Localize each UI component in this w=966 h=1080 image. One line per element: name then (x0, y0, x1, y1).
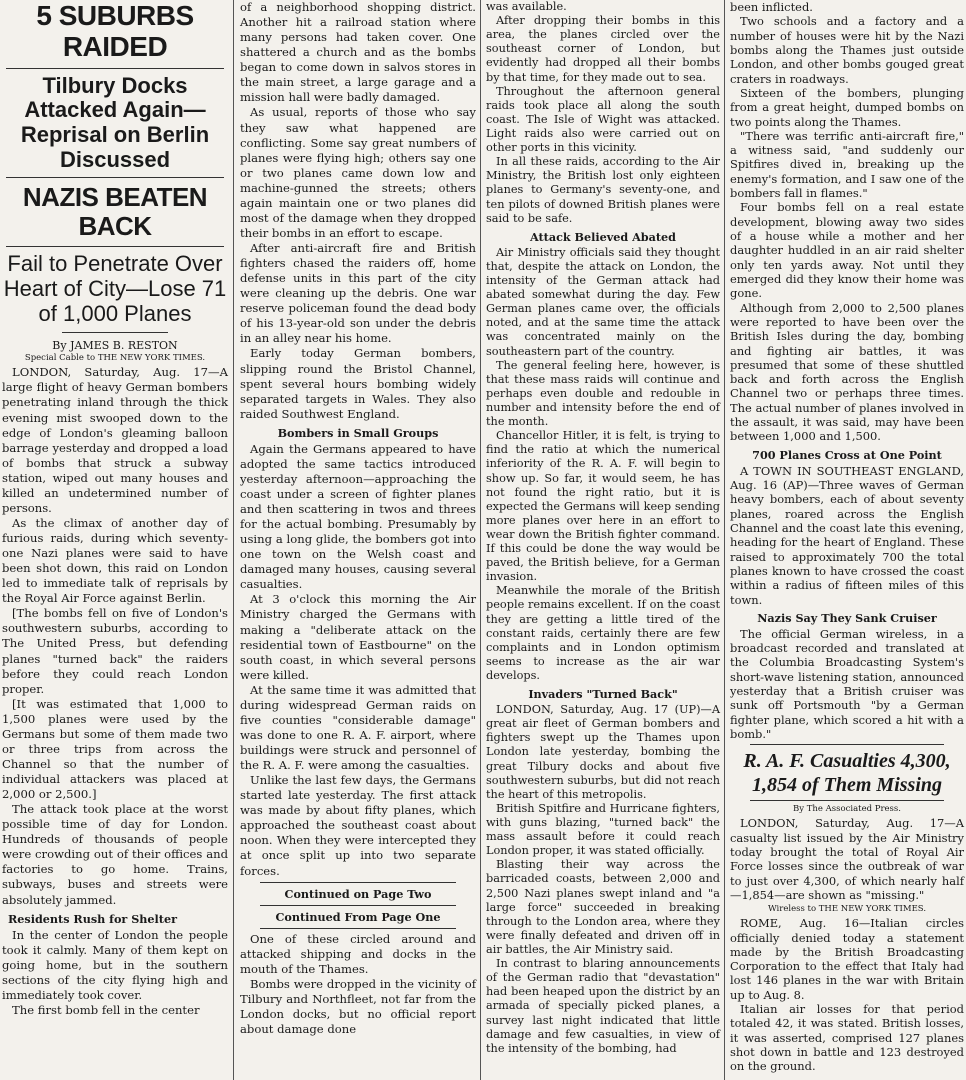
paragraph: One of these circled around and attacked shipping and docks in the mouth of the Thames. (240, 931, 476, 976)
column-2 (236, 0, 480, 1080)
paragraph: As usual, reports of those who say they saw what happened are conflicting. Some say great numbers of planes were flying high; others say one or two planes came down low and machine-gunned the streets; others again maintain one or two planes did most of the damage when they dropped their bombs in an effort to escape. (240, 105, 476, 240)
subhead-invaders-turned-back: Invaders "Turned Back" (528, 687, 678, 702)
paragraph: Meanwhile the morale of the British people remains excellent. If on the coast they are getting a little tired of the constant raids, certainly there are few complaints and in London optimism seems to increase as the air war develops. (486, 584, 720, 683)
paragraph: LONDON, Saturday, Aug. 17—A large flight of heavy German bombers penetrating inland through the thick evening mist swooped down to the edge of London's gleaming balloon barrage yesterday and dropped a load of bombs that struck a subway station, wiped out many houses and killed an undetermined number of persons. (2, 365, 228, 515)
paragraph: [It was estimated that 1,000 to 1,500 planes were used by the Germans but some of them made two or three trips from across the Channel so that the number of individual attackers was placed at 2,000 or 2,500.] (2, 696, 228, 802)
divider (62, 332, 168, 333)
divider (260, 882, 456, 883)
column-rule (233, 0, 234, 1080)
paragraph: In contrast to blaring announcements of the German radio that "devastation" had been heaped upon the district by an armada of specially picked planes, a survey last night indicated that little damage and few casualties, in view of the intensity of the bombing, had (486, 957, 720, 1055)
paragraph: been inflicted. (730, 0, 813, 14)
paragraph: was available. (486, 0, 567, 13)
associated-press-credit: By The Associated Press. (793, 804, 901, 815)
headline-raf-casualties: R. A. F. Casualties 4,300, 1,854 of Them Missing (743, 750, 951, 797)
column-4 (726, 0, 966, 1080)
paragraph: Blasting their way across the barricaded coasts, between 2,000 and 2,500 Nazi planes swept inland and "a large force" succeeded in breaking through to the London area, where they were finally defeated and driven off in air battles, the Air Ministry said. (486, 858, 720, 956)
paragraph: Throughout the afternoon general raids took place all along the south coast. The Isle of Wight was attacked. Light raids also were carried out on other ports in this vicinity. (486, 84, 720, 155)
paragraph: Italian air losses for that period totaled 42, it was stated. British losses, it was asserted, comprised 127 planes shot down in battle and 123 destroyed on the ground. (730, 1002, 964, 1074)
headline-nazis-beaten-back: NAZIS BEATEN BACK (22, 182, 208, 242)
headline-suburbs-raided: 5 SUBURBS RAIDED (36, 0, 194, 63)
paragraph: As the climax of another day of furious raids, during which seventy-one Nazi planes were said to have been shot down, this raid on London led to immediate talk of reprisals by the Royal Air Force against Berlin. (2, 515, 228, 606)
paragraph: Chancellor Hitler, it is felt, is trying to find the ratio at which the numerical inferiority of the R. A. F. will begin to show up. So far, it would seem, he has not found the right ratio, but it is expected the Germans will keep sending more planes over here in an effort to wear down the British fighter command. If this could be done the way would be paved, the British believe, for a German invasion. (486, 429, 720, 584)
column-rule (480, 0, 481, 1080)
subhead-residents-rush: Residents Rush for Shelter (8, 911, 177, 926)
byline: By JAMES B. RESTON (52, 339, 178, 353)
divider (6, 177, 224, 178)
divider (6, 246, 224, 247)
continued-from-page-one: Continued From Page One (275, 909, 441, 924)
divider (260, 928, 456, 929)
paragraph: Four bombs fell on a real estate development, blowing away two sides of a house while a mother and her daughter huddled in an air raid shelter only ten yards away. Not until they emerged did they know their home was gone. (730, 200, 964, 301)
paragraph: The official German wireless, in a broadcast recorded and translated at the Columbia Broadcasting System's short-wave listening station, announced yesterday that a British cruiser was sunk off Portsmouth "by a German fighter plane, which scored a hit with a bomb." (730, 626, 964, 741)
paragraph: [The bombs fell on five of London's southwestern suburbs, according to The United Press, but defending planes "turned back" the raiders before they could reach London proper. (2, 606, 228, 696)
column-rule (724, 0, 725, 1080)
paragraph: The first bomb fell in the center (12, 1002, 200, 1017)
paragraph: Again the Germans appeared to have adopted the same tactics introduced yesterday afternoon—approaching the coast under a screen of fighter planes and then scattering in twos and threes for the actual bombing. Presumably by using a long glide, the bombers got into one town on the Welsh coast and damaged many houses, causing several casualties. (240, 441, 476, 592)
subhead-attack-abated: Attack Believed Abated (530, 229, 676, 244)
paragraph: Air Ministry officials said they thought that, despite the attack on London, the intensity of the German attack had abated somewhat during the day. Few German planes came over, the officials noted, and at the same time the attack was concentrated mainly on the southeastern part of the country. (486, 245, 720, 358)
paragraph: Sixteen of the bombers, plunging from a great height, dumped bombs on two points along the Thames. (730, 85, 964, 129)
paragraph: A TOWN IN SOUTHEAST ENGLAND, Aug. 16 (AP)—Three waves of German heavy bombers, each of about seventy planes, roared across the English Channel and the coast late this evening, heading for the heart of England. These raised to approximately 700 the total planes known to have crossed the coast within a radius of fifteen miles of this town. (730, 463, 964, 607)
paragraph: "There was terrific anti-aircraft fire," a witness said, "and suddenly our Spitfires dived in, breaking up the enemy's formation, and I saw one of the bombers fall in flames." (730, 128, 964, 201)
paragraph: At 3 o'clock this morning the Air Ministry charged the Germans with making a "deliberate attack on the residential town of Eastbourne" on the south coast, in which several persons were killed. (240, 592, 476, 682)
deck-tilbury: Tilbury Docks Attacked Again—Reprisal on Berlin Discussed (20, 72, 210, 172)
paragraph: Unlike the last few days, the Germans started late yesterday. The first attack was made by about fifty planes, which approached the southeast coast about noon. When they were intercepted they at once split up into two separate forces. (240, 773, 476, 878)
column-3 (482, 0, 724, 1080)
continued-on-page-two: Continued on Page Two (284, 886, 432, 901)
paragraph: In all these raids, according to the Air Ministry, the British lost only eighteen planes to Germany's seventy-one, and ten pilots of downed British planes were said to be safe. (486, 155, 720, 225)
divider (750, 800, 944, 801)
paragraph: At the same time it was admitted that during widespread German raids on five counties "considerable damage" was done to one R. A. F. airport, where buildings were struck and personnel of the R. A. F. were among the casualties. (240, 682, 476, 773)
deck-fail-to-penetrate: Fail to Penetrate Over Heart of City—Lose 71 of 1,000 Planes (3, 251, 227, 326)
cable-credit: Special Cable to THE NEW YORK TIMES. (24, 353, 206, 364)
paragraph: In the center of London the people took it calmly. Many of them kept on going home, but in the southern sections of the city flying high and immediately took cover. (2, 927, 228, 1002)
paragraph: ROME, Aug. 16—Italian circles officially denied today a statement made by the British Broadcasting Corporation to the effect that Italy had lost 146 planes in the war with Britain up to Aug. 8. (730, 916, 964, 1002)
paragraph: After dropping their bombs in this area, the planes circled over the southeast corner of London, but evidently had dropped all their bombs by that time, for they made out to sea. (486, 14, 720, 84)
paragraph: The attack took place at the worst possible time of day for London. Hundreds of thousands of people were crowding out of their offices and factories to go home. Trains, subways, buses and streets were absolutely jammed. (2, 802, 228, 907)
wireless-credit: Wireless to THE NEW YORK TIMES. (767, 904, 927, 915)
paragraph: LONDON, Saturday, Aug. 17—A casualty list issued by the Air Ministry today brought the total of Royal Air Force losses since the outbreak of war to just over 4,300, of which nearly half—1,854—are shown as "missing." (730, 816, 964, 902)
paragraph: Early today German bombers, slipping round the Bristol Channel, spent several hours bombing widely separated targets in Wales. They also raided Southwest England. (240, 346, 476, 421)
paragraph: After anti-aircraft fire and British fighters chased the raiders off, home defense units in this part of the city were cleaning up the debris. One war reserve policeman found the dead body of his 13-year-old son under the debris in an alley near his home. (240, 241, 476, 346)
column-1 (0, 0, 232, 1080)
subhead-bombers-small-groups: Bombers in Small Groups (277, 425, 439, 440)
divider (260, 905, 456, 906)
paragraph: Bombs were dropped in the vicinity of Tilbury and Northfleet, not far from the London docks, but no official report about damage done (240, 976, 476, 1036)
paragraph: of a neighborhood shopping district. Another hit a railroad station where many persons had taken cover. One shattered a church and as the bombs began to come down in salvos stores in the main street, a large garage and a mission hall were badly damaged. (240, 0, 476, 105)
subhead-700-planes: 700 Planes Cross at One Point (752, 447, 942, 462)
paragraph: The general feeling here, however, is that these mass raids will continue and perhaps even double and redouble in number and intensity before the end of the month. (486, 358, 720, 429)
divider (6, 68, 224, 69)
paragraph: LONDON, Saturday, Aug. 17 (UP)—A great air fleet of German bombers and fighters swept up the Thames upon London late yesterday, bombing the great Tilbury docks and about five southwestern suburbs, but did not reach the heart of this metropolis. (486, 703, 720, 801)
paragraph: Two schools and a factory and a number of houses were hit by the Nazi bombs along the Thames just outside London, and other bombs gouged great craters in roadways. (730, 14, 964, 86)
paragraph: Although from 2,000 to 2,500 planes were reported to have been over the British Isles during the day, bombing and fighting air battles, it was presumed that some of these shuttled back and forth across the English Channel two or perhaps three times. The actual number of planes involved in the assault, it was said, may have been between 1,000 and 1,500. (730, 300, 964, 444)
divider (750, 744, 944, 745)
paragraph: British Spitfire and Hurricane fighters, with guns blazing, "turned back" the mass assault before it could reach London proper, it was stated officially. (486, 801, 720, 858)
subhead-sank-cruiser: Nazis Say They Sank Cruiser (757, 610, 937, 625)
